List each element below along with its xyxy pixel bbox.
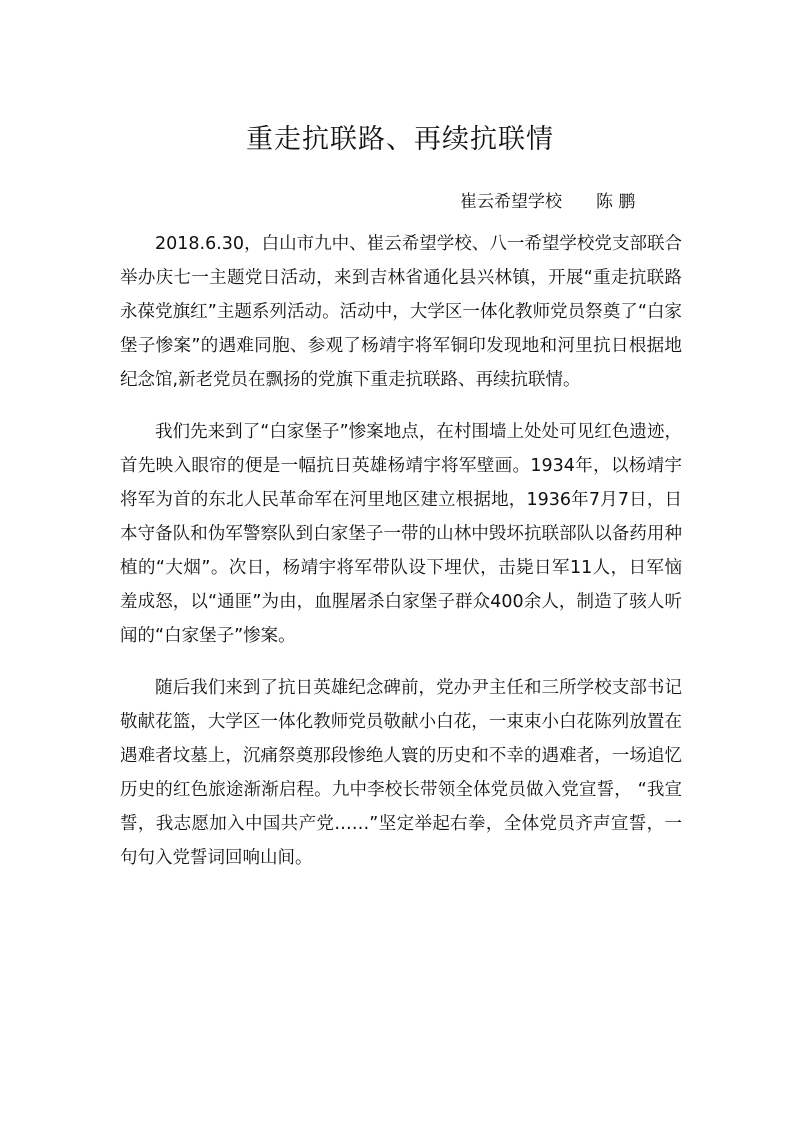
paragraph-1: 2018.6.30，白山市九中、崔云希望学校、八一希望学校党支部联合举办庆七一主题党日活动，来到吉林省通化县兴林镇，开展“重走抗联路 永葆党旗红”主题系列活动。活动中，大学区一体化教师党员祭奠了“白家堡子惨案”的遇难同胞、参观了杨靖宇将军铜印发现地和河里抗日根据地纪念馆,新老党员在飘扬的党旗下重走抗联路、再续抗联情。 [120, 234, 682, 390]
byline-author: 陈 鹏 [596, 192, 636, 212]
byline-school: 崔云希望学校 [460, 192, 562, 212]
paragraph-3: 随后我们来到了抗日英雄纪念碑前，党办尹主任和三所学校支部书记敬献花篮，大学区一体化教师党员敬献小白花，一束束小白花陈列放置在遇难者坟墓上，沉痛祭奠那段惨绝人寰的历史和不幸的遇难者，一场追忆历史的红色旅途渐渐启程。九中李校长带领全体党员做入党宣誓， “我宣誓，我志愿加入中国共产党……”坚定举起右拳，全体党员齐声宣誓，一句句入党誓词回响山间。 [120, 678, 682, 868]
byline [460, 187, 680, 212]
document-body [120, 227, 682, 893]
paragraph-2: 我们先来到了“白家堡子”惨案地点，在村围墙上处处可见红色遗迹，首先映入眼帘的便是一幅抗日英雄杨靖宇将军壁画。1934年，以杨靖宇将军为首的东北人民革命军在河里地区建立根据地，1936年7月7日，日本守备队和伪军警察队到白家堡子一带的山林中毁坏抗联部队以备药用种植的“大烟”。次日，杨靖宇将军带队设下埋伏，击毙日军11人，日军恼羞成怒，以“通匪”为由，血腥屠杀白家堡子群众400余人，制造了骇人听闻的“白家堡子”惨案。 [120, 422, 682, 646]
document-title: 重走抗联路、再续抗联情 [246, 124, 554, 155]
